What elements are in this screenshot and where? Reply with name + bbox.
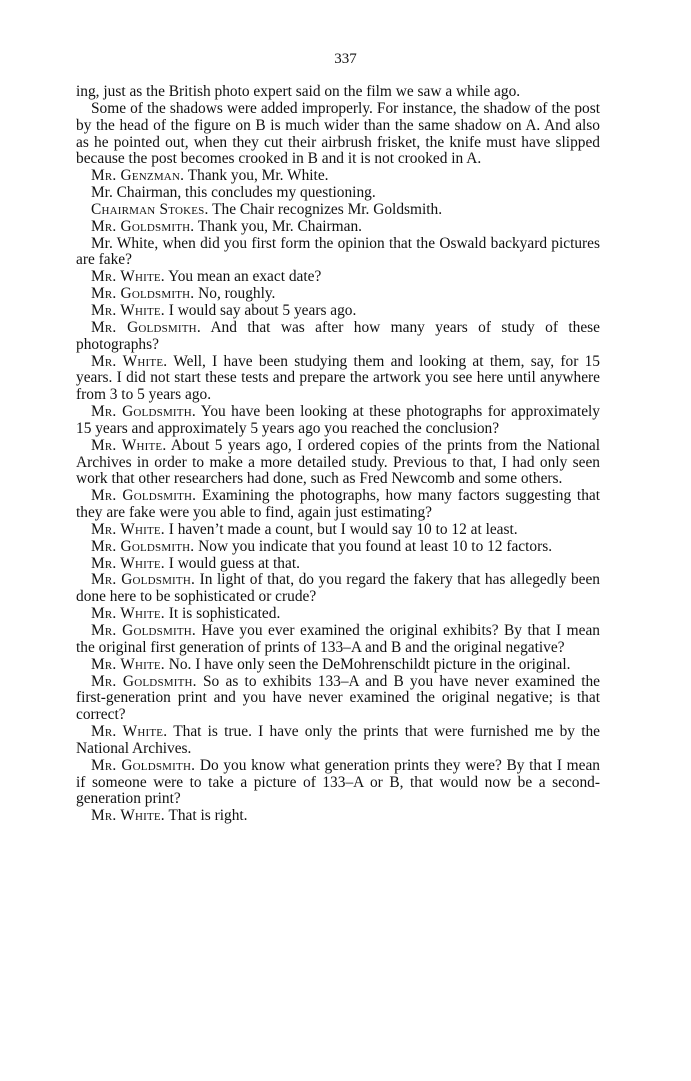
paragraph-text: The Chair recognizes Mr. Goldsmith. bbox=[212, 200, 443, 218]
speaker-name: Mr. White. bbox=[91, 605, 165, 623]
speaker-name: Mr. Goldsmith. bbox=[91, 217, 195, 235]
testimony-paragraph bbox=[76, 522, 600, 539]
testimony-paragraph bbox=[76, 623, 600, 657]
paragraph-text: It is sophisticated. bbox=[168, 605, 281, 623]
testimony-paragraph bbox=[76, 269, 600, 286]
paragraph-text: Thank you, Mr. Chairman. bbox=[197, 217, 363, 235]
paragraph-text: Do you know what generation prints they were? By that I mean if someone were to take a picture of 133–A or B, that would now be a second-generation print? bbox=[76, 756, 600, 808]
testimony-paragraph bbox=[76, 219, 600, 236]
testimony-paragraph bbox=[76, 404, 600, 438]
paragraph-text: ing, just as the British photo expert said on the film we saw a while ago. bbox=[76, 83, 521, 100]
speaker-name: Mr. White. bbox=[91, 723, 168, 741]
speaker-name: Mr. White. bbox=[91, 436, 167, 454]
text-paragraph bbox=[76, 236, 600, 270]
speaker-name: Mr. Genzman. bbox=[91, 167, 185, 185]
speaker-name: Mr. White. bbox=[91, 554, 165, 572]
text-paragraph bbox=[76, 101, 600, 168]
paragraph-text: I haven’t made a count, but I would say 10 to 12 at least. bbox=[168, 520, 518, 538]
paragraph-text: So as to exhibits 133–A and B you have never examined the first-generation print and you have never examined the original negative; is that correct? bbox=[76, 672, 600, 724]
testimony-paragraph bbox=[76, 724, 600, 758]
testimony-paragraph bbox=[76, 674, 600, 725]
text-paragraph bbox=[76, 84, 600, 101]
page-number: 337 bbox=[334, 51, 357, 67]
testimony-paragraph bbox=[76, 657, 600, 674]
speaker-name: Mr. Goldsmith. bbox=[91, 285, 195, 303]
testimony-paragraph bbox=[76, 606, 600, 623]
testimony-paragraph bbox=[76, 539, 600, 556]
paragraph-text: No. I have only seen the DeMohrenschildt picture in the original. bbox=[168, 655, 571, 673]
speaker-name: Mr. Goldsmith. bbox=[91, 537, 195, 555]
text-paragraph bbox=[76, 185, 600, 202]
speaker-name: Mr. Goldsmith. bbox=[91, 672, 197, 690]
transcript-body bbox=[76, 84, 600, 825]
paragraph-text: Examining the photographs, how many factors suggesting that they are fake were you able to find, again just estimating? bbox=[76, 487, 601, 522]
speaker-name: Mr. Goldsmith. bbox=[91, 318, 201, 336]
speaker-name: Mr. White. bbox=[91, 352, 168, 370]
speaker-name: Mr. White. bbox=[91, 520, 165, 538]
paragraph-text: Have you ever examined the original exhibits? By that I mean the original first generation of prints of 133–A and B and the original negative? bbox=[76, 622, 601, 656]
paragraph-text: In light of that, do you regard the fakery that has allegedly been done here to be sophisticated or crude? bbox=[76, 571, 600, 606]
testimony-paragraph bbox=[76, 488, 600, 522]
speaker-name: Mr. White. bbox=[91, 655, 165, 673]
testimony-paragraph bbox=[76, 168, 600, 185]
speaker-name: Mr. Goldsmith. bbox=[91, 622, 196, 639]
paragraph-text: You mean an exact date? bbox=[168, 268, 322, 286]
paragraph-text: That is right. bbox=[168, 807, 248, 825]
testimony-paragraph bbox=[76, 438, 600, 489]
speaker-name: Mr. Goldsmith. bbox=[91, 487, 197, 505]
paragraph-text: Well, I have been studying them and looking at them, say, for 15 years. I did not start these tests and prepare the artwork you see here until anywhere from 3 to 5 years ago. bbox=[76, 352, 601, 404]
speaker-name: Mr. Goldsmith. bbox=[91, 756, 196, 774]
paragraph-text: Now you indicate that you found at least 10 to 12 factors. bbox=[198, 537, 553, 555]
paragraph-text: Thank you, Mr. White. bbox=[187, 167, 329, 185]
testimony-paragraph bbox=[76, 354, 600, 405]
paragraph-text: I would say about 5 years ago. bbox=[168, 301, 357, 319]
testimony-paragraph bbox=[76, 320, 600, 354]
paragraph-text: You have been looking at these photographs for approximately 15 years and approximately 5 years ago you reached the conclusion? bbox=[76, 403, 601, 437]
testimony-paragraph bbox=[76, 303, 600, 320]
paragraph-text: About 5 years ago, I ordered copies of the prints from the National Archives in order to make a more detailed study. Previous to that, I had only seen work that other researchers had done, such as Fred Newcomb and some others. bbox=[76, 436, 600, 488]
speaker-name: Chairman Stokes. bbox=[91, 200, 209, 218]
testimony-paragraph bbox=[76, 286, 600, 303]
paragraph-text: Some of the shadows were added improperly. For instance, the shadow of the post by the head of the figure on B is much wider than the same shadow on A. And also as he pointed out, when they cut their airbrush frisket, the knife must have slipped because the post becomes crooked in B and it is not crooked in A. bbox=[76, 99, 600, 168]
paragraph-text: And that was after how many years of study of these photographs? bbox=[76, 318, 600, 353]
speaker-name: Mr. Goldsmith. bbox=[91, 403, 196, 421]
speaker-name: Mr. White. bbox=[91, 268, 165, 286]
paragraph-text: No, roughly. bbox=[198, 285, 276, 303]
paragraph-text: Mr. Chairman, this concludes my questioning. bbox=[91, 184, 376, 202]
testimony-paragraph bbox=[76, 572, 600, 606]
speaker-name: Mr. Goldsmith. bbox=[91, 571, 196, 589]
speaker-name: Mr. White. bbox=[91, 807, 165, 825]
testimony-paragraph bbox=[76, 556, 600, 573]
paragraph-text: That is true. I have only the prints that were furnished me by the National Archives. bbox=[76, 723, 600, 757]
testimony-paragraph bbox=[76, 202, 600, 219]
paragraph-text: I would guess at that. bbox=[168, 554, 300, 572]
testimony-paragraph bbox=[76, 808, 600, 825]
testimony-paragraph bbox=[76, 758, 600, 809]
speaker-name: Mr. White. bbox=[91, 301, 165, 319]
paragraph-text: Mr. White, when did you first form the opinion that the Oswald backyard pictures are fake? bbox=[76, 234, 600, 269]
